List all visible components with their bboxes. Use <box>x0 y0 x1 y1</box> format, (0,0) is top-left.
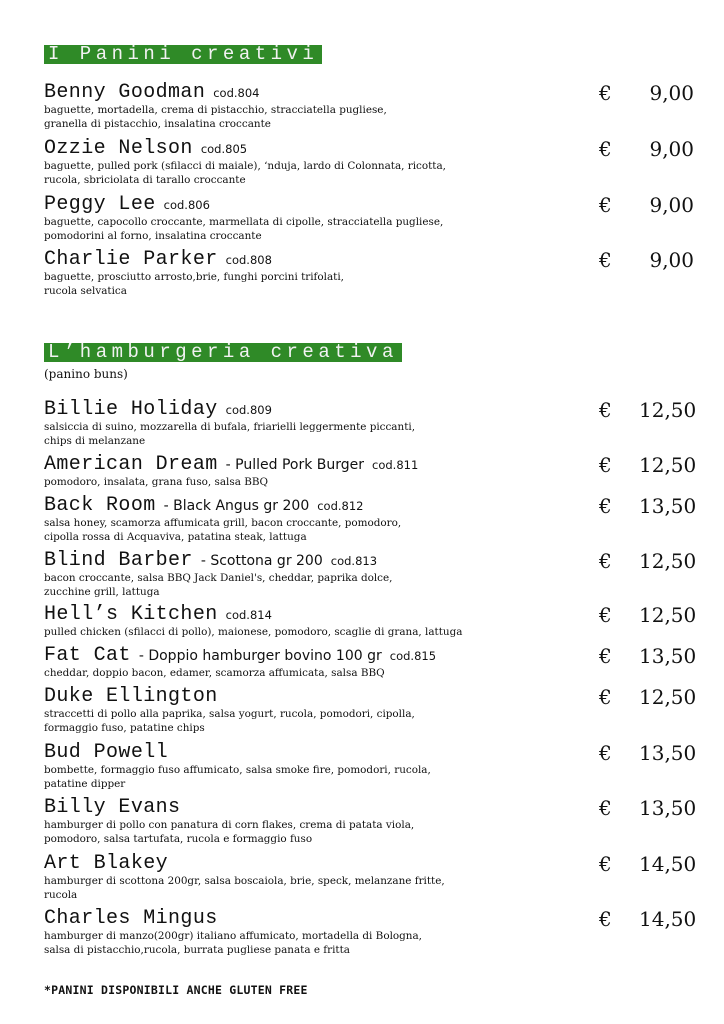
item-name: Billie Holiday <box>44 398 218 421</box>
item-name: Bud Powell <box>44 741 169 764</box>
item-price <box>599 852 697 876</box>
price-amount: 13,50 <box>639 494 697 518</box>
item-name: Billy Evans <box>44 796 181 819</box>
item-description: cheddar, doppio bacon, edamer, scamorza affumicata, salsa BBQ <box>44 667 385 679</box>
item-name: American Dream <box>44 453 218 476</box>
item-code: cod.814 <box>225 608 272 622</box>
menu-item <box>44 398 697 448</box>
item-price <box>599 685 697 709</box>
price-amount: 14,50 <box>639 852 697 876</box>
menu-item <box>44 549 697 599</box>
item-description: hamburger di manzo(200gr) italiano affumicato, mortadella di Bologna, salsa di pistacchio,rucola, burrata pugliese panata e fritta <box>44 930 422 956</box>
section-title-hamburgeria: L’hamburgeria creativa <box>44 343 402 362</box>
item-price <box>599 494 697 518</box>
price-amount: 13,50 <box>639 644 697 668</box>
item-subtitle: - Pulled Pork Burger <box>225 457 365 473</box>
item-code: cod.813 <box>330 554 378 568</box>
menu-item <box>44 907 697 957</box>
item-description: baguette, prosciutto arrosto,brie, funghi porcini trifolati, rucola selvatica <box>44 271 344 297</box>
item-price <box>599 194 694 216</box>
menu-item <box>44 249 694 298</box>
item-description: straccetti di pollo alla paprika, salsa yogurt, rucola, pomodori, cipolla, formaggio fuso, patatine chips <box>44 708 415 734</box>
menu-item <box>44 453 697 490</box>
currency-symbol: € <box>599 741 612 765</box>
item-price <box>599 249 694 271</box>
currency-symbol: € <box>599 453 612 477</box>
item-description: hamburger di scottona 200gr, salsa boscaiola, brie, speck, melanzane fritte, rucola <box>44 875 445 901</box>
item-price <box>599 741 697 765</box>
item-description: bacon croccante, salsa BBQ Jack Daniel's, cheddar, paprika dolce, zucchine grill, lattuga <box>44 572 393 598</box>
gluten-free-note: *PANINI DISPONIBILI ANCHE GLUTEN FREE <box>44 983 308 997</box>
item-code: cod.812 <box>317 499 364 513</box>
item-name: Ozzie Nelson <box>44 137 193 160</box>
item-description: baguette, pulled pork (sfilacci di maiale), ‘nduja, lardo di Colonnata, ricotta, rucola, sbriciolata di tarallo croccante <box>44 160 446 186</box>
item-name: Art Blakey <box>44 852 169 875</box>
item-code: cod.815 <box>389 649 437 663</box>
currency-symbol: € <box>599 549 612 573</box>
item-price <box>599 138 694 160</box>
currency-symbol: € <box>599 137 612 161</box>
item-name: Back Room <box>44 494 156 517</box>
item-description: pulled chicken (sfilacci di pollo), maionese, pomodoro, scaglie di grana, lattuga <box>44 626 463 638</box>
item-name: Benny Goodman <box>44 81 206 104</box>
currency-symbol: € <box>599 494 612 518</box>
item-description: salsa honey, scamorza affumicata grill, bacon croccante, pomodoro, cipolla rossa di Acquaviva, patatina steak, lattuga <box>44 517 402 543</box>
currency-symbol: € <box>599 603 612 627</box>
price-amount: 13,50 <box>639 796 697 820</box>
item-price <box>599 796 697 820</box>
item-price <box>599 907 697 931</box>
item-name: Fat Cat <box>44 644 131 667</box>
menu-item <box>44 494 697 544</box>
item-code: cod.809 <box>225 403 272 417</box>
price-amount: 13,50 <box>639 741 697 765</box>
section-title-panini: I Panini creativi <box>44 45 322 64</box>
price-amount: 12,50 <box>639 685 697 709</box>
menu-item <box>44 796 697 846</box>
item-name: Peggy Lee <box>44 193 156 216</box>
menu-item <box>44 138 694 187</box>
item-price <box>599 398 697 422</box>
price-amount: 9,00 <box>649 81 694 105</box>
item-code: cod.806 <box>163 198 210 212</box>
item-subtitle: - Doppio hamburger bovino 100 gr <box>138 648 382 664</box>
item-description: baguette, mortadella, crema di pistacchio, stracciatella pugliese, granella di pistacchio, insalatina croccante <box>44 104 387 130</box>
menu-item <box>44 685 697 735</box>
price-amount: 9,00 <box>649 193 694 217</box>
item-price <box>599 644 697 668</box>
currency-symbol: € <box>599 248 612 272</box>
price-amount: 12,50 <box>639 453 697 477</box>
currency-symbol: € <box>599 644 612 668</box>
currency-symbol: € <box>599 685 612 709</box>
section-note: (panino buns) <box>44 367 128 381</box>
item-subtitle: - Black Angus gr 200 <box>163 498 310 514</box>
price-amount: 12,50 <box>639 603 697 627</box>
menu-item <box>44 741 697 791</box>
item-price <box>599 549 697 573</box>
item-name: Blind Barber <box>44 549 193 572</box>
item-name: Charlie Parker <box>44 248 218 271</box>
item-description: bombette, formaggio fuso affumicato, salsa smoke fire, pomodori, rucola, patatine dipper <box>44 764 431 790</box>
price-amount: 12,50 <box>639 549 697 573</box>
currency-symbol: € <box>599 796 612 820</box>
item-name: Hell’s Kitchen <box>44 603 218 626</box>
currency-symbol: € <box>599 907 612 931</box>
price-amount: 9,00 <box>649 137 694 161</box>
item-price <box>599 82 694 104</box>
item-code: cod.805 <box>200 142 248 156</box>
item-name: Charles Mingus <box>44 907 218 930</box>
menu-item <box>44 644 697 681</box>
item-description: baguette, capocollo croccante, marmellata di cipolle, stracciatella pugliese, pomodorini al forno, insalatina croccante <box>44 216 444 242</box>
item-code: cod.811 <box>372 458 419 472</box>
item-description: salsiccia di suino, mozzarella di bufala, friarielli leggermente piccanti, chips di melanzane <box>44 421 415 447</box>
price-amount: 9,00 <box>649 248 694 272</box>
currency-symbol: € <box>599 398 612 422</box>
item-price <box>599 453 697 477</box>
price-amount: 14,50 <box>639 907 697 931</box>
menu-item <box>44 852 697 902</box>
menu-item <box>44 194 694 243</box>
menu-item <box>44 603 697 640</box>
currency-symbol: € <box>599 193 612 217</box>
price-amount: 12,50 <box>639 398 697 422</box>
item-description: pomodoro, insalata, grana fuso, salsa BBQ <box>44 476 268 488</box>
currency-symbol: € <box>599 852 612 876</box>
item-name: Duke Ellington <box>44 685 218 708</box>
item-description: hamburger di pollo con panatura di corn flakes, crema di patata viola, pomodoro, salsa tartufata, rucola e formaggio fuso <box>44 819 415 845</box>
currency-symbol: € <box>599 81 612 105</box>
item-price <box>599 603 697 627</box>
menu-item <box>44 82 694 131</box>
item-code: cod.804 <box>213 86 260 100</box>
item-subtitle: - Scottona gr 200 <box>200 553 323 569</box>
item-code: cod.808 <box>225 253 272 267</box>
